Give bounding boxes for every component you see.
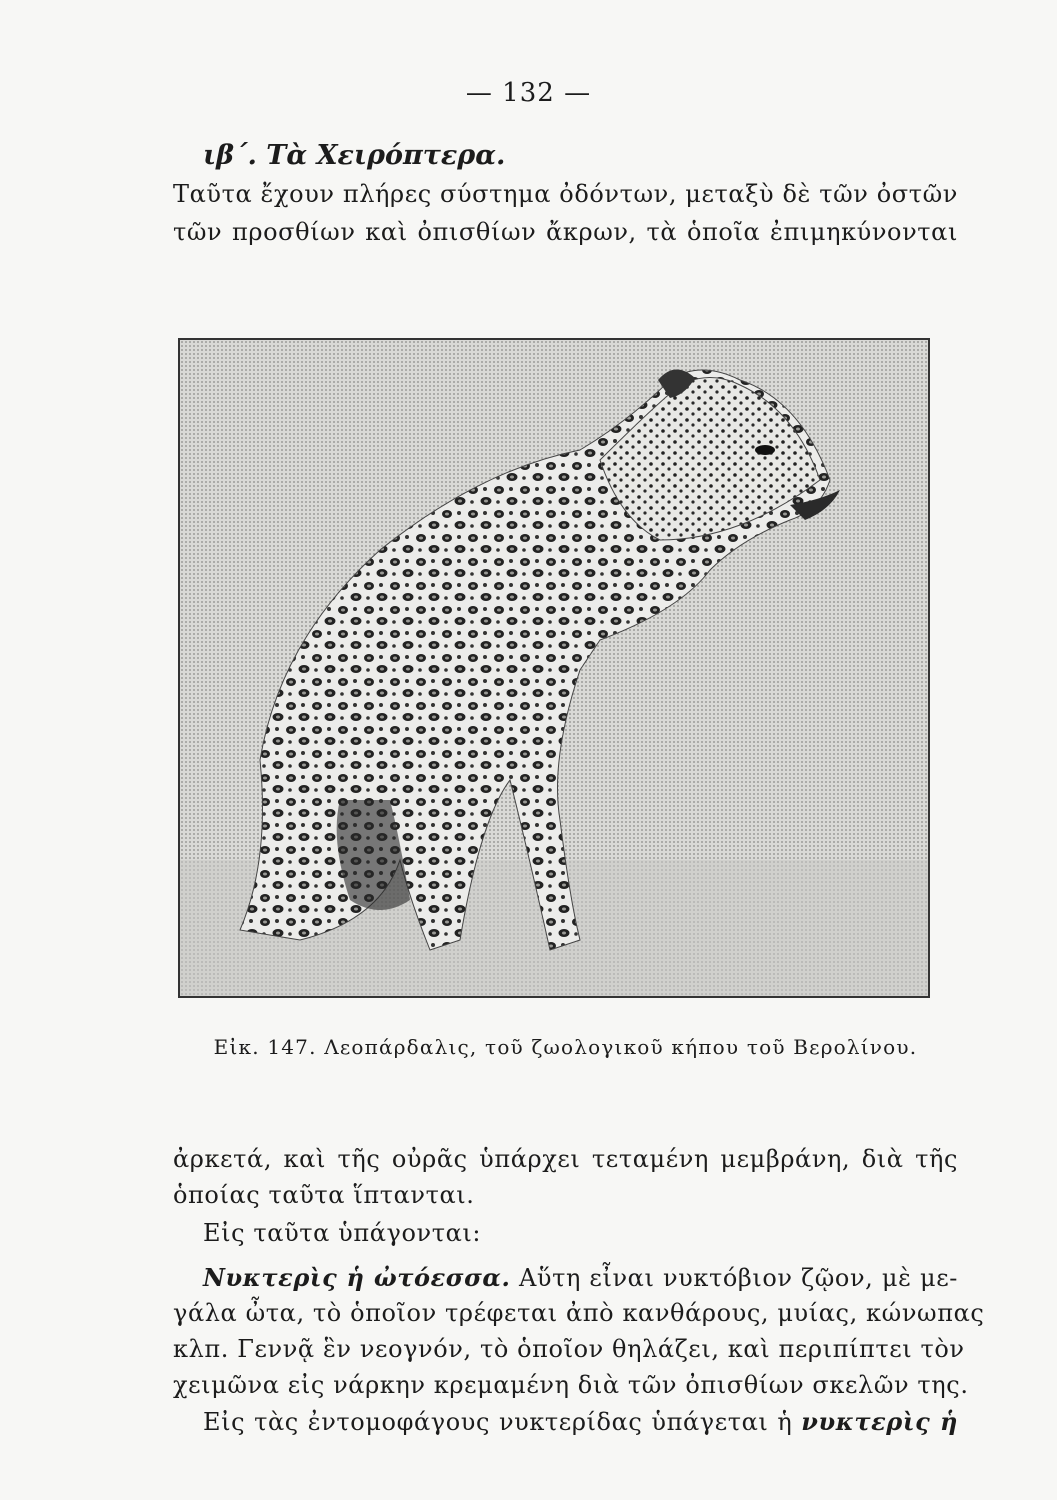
continuation-line-2: ὁποίας ταῦτα ἵπτανται.: [173, 1181, 475, 1209]
species-line-1: [203, 1263, 958, 1292]
species-line-4: χειμῶνα εἰς νάρκην κρεμαμένη διὰ τῶν ὀπισθίων σκελῶν της.: [173, 1371, 969, 1399]
last-line-term: νυκτερὶς ἡ: [801, 1407, 959, 1436]
continuation-line-1: ἀρκετά, καὶ τῆς οὐρᾶς ὑπάρχει τεταμένη μεμβράνη, διὰ τῆς: [173, 1145, 958, 1173]
intro-line-1: Ταῦτα ἔχουν πλήρες σύστημα ὀδόντων, μεταξὺ δὲ τῶν ὀστῶν: [173, 180, 958, 208]
species-term: Νυκτερὶς ἡ ὠτόεσσα.: [203, 1263, 511, 1292]
intro-line-2: τῶν προσθίων καὶ ὀπισθίων ἄκρων, τὰ ὁποῖα ἐπιμηκύνονται: [173, 218, 958, 246]
last-line: [203, 1407, 958, 1436]
species-line-3: κλπ. Γεννᾷ ἓν νεογνόν, τὸ ὁποῖον θηλάζει, καὶ περιπίπτει τὸν: [173, 1335, 965, 1363]
last-line-text: Εἰς τὰς ἐντομοφάγους νυκτερίδας ὑπάγεται ἡ: [203, 1408, 793, 1436]
page-number: — 132 —: [465, 78, 592, 108]
species-line-1-text: Αὕτη εἶναι νυκτόβιον ζῷον, μὲ με-: [518, 1264, 958, 1292]
leopard-illustration: [180, 340, 928, 996]
species-line-2: γάλα ὦτα, τὸ ὁποῖον τρέφεται ἀπὸ κανθάρους, μυίας, κώνωπας: [173, 1299, 985, 1327]
figure-leopard-photo: [178, 338, 930, 998]
figure-caption: Εἰκ. 147. Λεοπάρδαλις, τοῦ ζωολογικοῦ κήπου τοῦ Βερολίνου.: [213, 1035, 918, 1059]
list-intro: Εἰς ταῦτα ὑπάγονται:: [203, 1219, 482, 1247]
section-heading: ιβ΄. Τὰ Χειρόπτερα.: [203, 140, 506, 171]
